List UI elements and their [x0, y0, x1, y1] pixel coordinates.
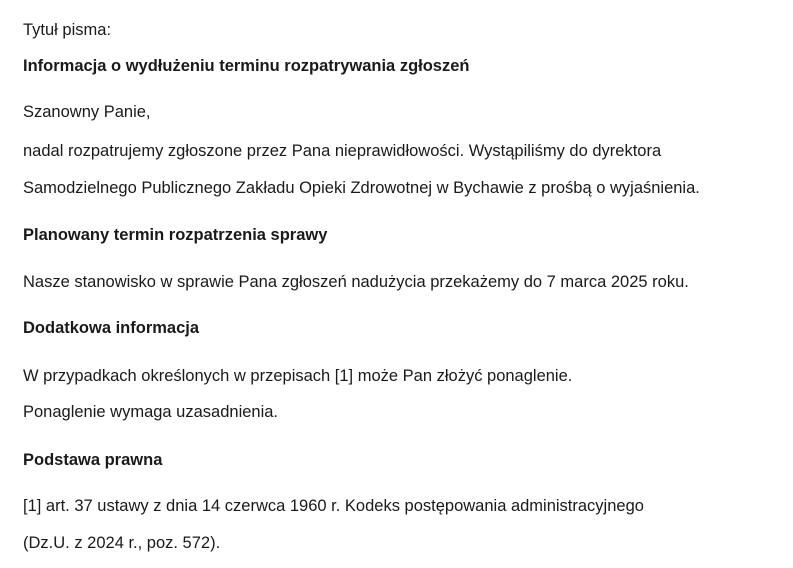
greeting: Szanowny Panie, — [23, 103, 151, 121]
letter-title: Informacja o wydłużeniu terminu rozpatrywania zgłoszeń — [23, 57, 470, 75]
additional-info-line-2: Ponaglenie wymaga uzasadnienia. — [23, 403, 279, 421]
additional-info-line-1: W przypadkach określonych w przepisach [1] może Pan złożyć ponaglenie. — [23, 367, 573, 385]
title-label: Tytuł pisma: — [23, 21, 112, 39]
legal-basis-line-2: (Dz.U. z 2024 r., poz. 572). — [23, 534, 221, 552]
deadline-heading: Planowany termin rozpatrzenia sprawy — [23, 226, 328, 244]
body-line-1: nadal rozpatrujemy zgłoszone przez Pana nieprawidłowości. Wystąpiliśmy do dyrektora — [23, 142, 662, 160]
deadline-text: Nasze stanowisko w sprawie Pana zgłoszeń nadużycia przekażemy do 7 marca 2025 roku. — [23, 273, 689, 291]
body-line-2: Samodzielnego Publicznego Zakładu Opieki Zdrowotnej w Bychawie z prośbą o wyjaśnienia. — [23, 179, 700, 197]
additional-info-heading: Dodatkowa informacja — [23, 319, 200, 337]
legal-basis-heading: Podstawa prawna — [23, 451, 163, 469]
legal-basis-line-1: [1] art. 37 ustawy z dnia 14 czerwca 1960 r. Kodeks postępowania administracyjnego — [23, 497, 644, 515]
